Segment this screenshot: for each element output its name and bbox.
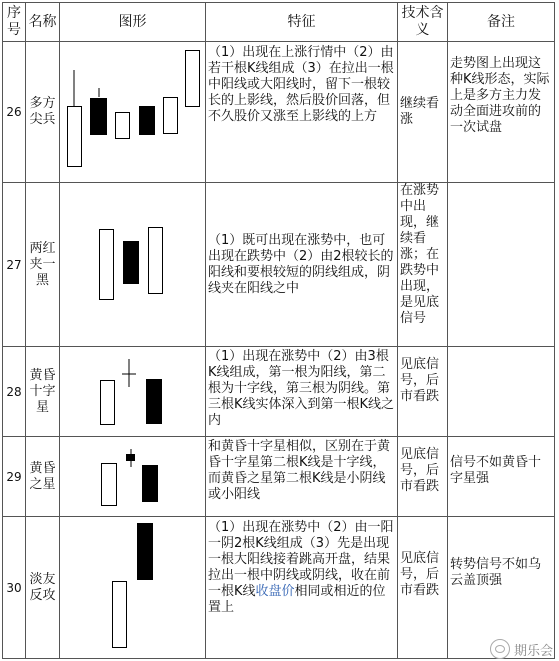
row-no [2, 517, 26, 658]
row-feature-text [206, 517, 397, 616]
row-note-text: 转势信号不如乌云盖顶强 [450, 557, 542, 588]
row-feature-text: 和黄昏十字星相似，区别在于黄昏十字星第二根K线是十字线，而黄昏之星第二根K线是小阴线或小阳线 [208, 439, 391, 502]
row-note [448, 347, 555, 436]
row-figure [60, 517, 206, 658]
row-figure [60, 437, 206, 516]
candlestick-figure-27 [60, 183, 206, 346]
row-no [2, 437, 26, 516]
row-figure [60, 42, 206, 182]
header-no-text: 序号 [7, 5, 21, 38]
row-feature [206, 183, 398, 346]
header-name [26, 3, 60, 41]
candlestick-figure-26 [60, 42, 206, 182]
row-note [448, 517, 555, 658]
row-name [26, 42, 60, 182]
row-tech [398, 347, 448, 436]
row-tech-text: 见底信号，后市看跌 [400, 447, 440, 494]
row-figure [60, 347, 206, 436]
row-feature [206, 437, 398, 516]
row-note [448, 437, 555, 516]
row-no-text: 30 [6, 580, 22, 595]
header-name-text: 名称 [28, 13, 57, 30]
row-name [26, 183, 60, 346]
watermark-text: 期乐会 [513, 643, 553, 659]
row-feature [206, 42, 398, 182]
row-tech [398, 183, 448, 346]
row-note-text: 信号不如黄昏十字星强 [450, 455, 542, 486]
row-feature-text: （1）出现在上涨行情中（2）由若干根K线组成（3）在拉出一根中阳线或大阳线时，留下一根较长的上影线，然后股价回落，但不久股价又涨至上影线的上方 [208, 45, 394, 124]
row-no-text: 29 [6, 469, 22, 484]
table-row-30 [2, 517, 555, 659]
watermark [490, 639, 553, 659]
header-feature-text: 特征 [287, 13, 316, 30]
row-tech-text: 继续看涨 [400, 96, 440, 127]
row-note-text: 走势图上出现这种K线形态，实际上是多方主力发动全面进攻前的一次试盘 [450, 56, 550, 135]
row-no [2, 347, 26, 436]
row-tech-text: 见底信号，后市看跌 [400, 357, 440, 404]
wechat-icon [490, 639, 510, 659]
table-row-29 [2, 437, 555, 517]
header-no [2, 3, 26, 41]
row-feature-text: （1）既可出现在涨势中，也可出现在跌势中（2）由2根较长的阳线和要根较短的阴线组成，阴线夹在阳线之中 [208, 232, 394, 296]
candlestick-figure-28 [60, 347, 206, 436]
row-figure [60, 183, 206, 346]
row-no-text: 27 [6, 257, 22, 272]
row-name-text: 淡友反攻 [29, 571, 56, 603]
row-tech [398, 437, 448, 516]
row-tech [398, 42, 448, 182]
row-name [26, 517, 60, 658]
table-row-28 [2, 347, 555, 437]
candlestick-figure-29 [60, 437, 206, 516]
header-figure [60, 3, 206, 41]
row-feature-text-b: 相同或相近的位置上 [208, 584, 386, 615]
row-note [448, 183, 555, 346]
row-no [2, 42, 26, 182]
row-feature [206, 347, 398, 436]
row-tech-text: 在涨势中出现，继续看涨；在跌势中出现，是见底信号 [400, 183, 440, 326]
row-feature-text: （1）出现在涨势中（2）由3根K线组成，第一根为阳线，第二根为十字线，第三根为阴线。第三根K线实体深入到第一根K线之内 [208, 349, 395, 428]
closing-price-link[interactable]: 收盘价 [255, 584, 295, 599]
table-header-row [2, 2, 555, 42]
header-tech-text: 技术含义 [401, 5, 444, 38]
row-note [448, 42, 555, 182]
table-row-27 [2, 183, 555, 347]
row-name [26, 347, 60, 436]
row-tech [398, 517, 448, 658]
row-tech-text: 见底信号，后市看跌 [400, 551, 440, 598]
row-feature [206, 517, 398, 658]
row-no-text: 28 [6, 384, 22, 399]
row-name [26, 437, 60, 516]
table-row-26 [2, 42, 555, 183]
row-name-text: 两红夹一黑 [29, 240, 56, 288]
row-name-text: 黄昏之星 [29, 460, 56, 492]
header-feature [206, 3, 398, 41]
row-no-text: 26 [6, 105, 22, 119]
row-feature-text-a: （1）出现在涨势中（2）由一阳一阴2根K线组成（3）先是出现一根大阳线接着跳高开盘，结果拉出一根中阴线或阴线，收在前一根K线 [208, 520, 394, 599]
header-note [448, 3, 555, 41]
header-tech [398, 3, 448, 41]
header-note-text: 备注 [487, 13, 515, 30]
row-name-text: 多方尖兵 [29, 96, 56, 127]
row-name-text: 黄昏十字星 [29, 367, 56, 415]
row-no [2, 183, 26, 346]
candlestick-figure-30 [60, 517, 206, 658]
header-figure-text: 图形 [118, 13, 147, 30]
